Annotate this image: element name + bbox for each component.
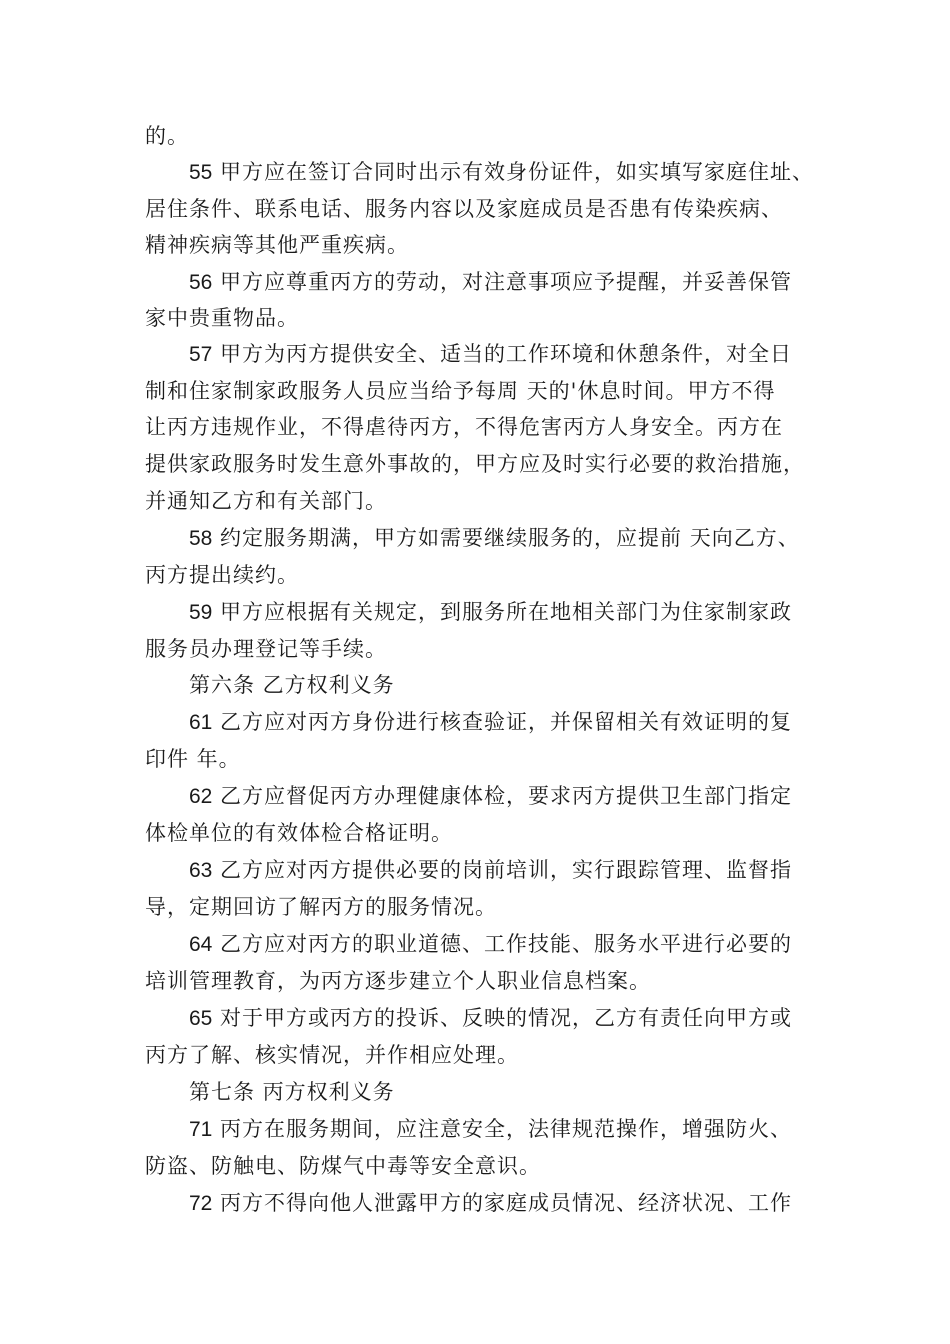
text-line: 培训管理教育，为丙方逐步建立个人职业信息档案。 (145, 969, 651, 993)
clause-number: 61 (189, 711, 213, 734)
text-line: 丙方了解、核实情况，并作相应处理。 (145, 1043, 519, 1067)
paragraph-first-line: 63 乙方应对丙方提供必要的岗前培训，实行跟踪管理、监督指 (189, 858, 793, 882)
paragraph-first-line: 65 对于甲方或丙方的投诉、反映的情况，乙方有责任向甲方或 (189, 1006, 793, 1030)
text-line: 导，定期回访了解丙方的服务情况。 (145, 895, 497, 919)
clause-number: 55 (189, 161, 213, 184)
text-line: 提供家政服务时发生意外事故的，甲方应及时实行必要的救治措施， (145, 452, 805, 476)
paragraph-first-line: 59 甲方应根据有关规定，到服务所在地相关部门为住家制家政 (189, 600, 793, 624)
text-line: 印件 年。 (145, 747, 241, 771)
text-line: 精神疾病等其他严重疾病。 (145, 233, 409, 257)
text-line: 制和住家制家政服务人员应当给予每周 天的'休息时间。甲方不得 (145, 379, 776, 403)
paragraph-first-line: 72 丙方不得向他人泄露甲方的家庭成员情况、经济状况、工作 (189, 1191, 793, 1215)
text-line: 并通知乙方和有关部门。 (145, 489, 387, 513)
text-line: 的。 (145, 124, 189, 148)
clause-number: 58 (189, 527, 213, 550)
clause-number: 62 (189, 785, 213, 808)
clause-number: 71 (189, 1118, 213, 1141)
clause-number: 59 (189, 601, 213, 624)
paragraph-first-line: 58 约定服务期满，甲方如需要继续服务的，应提前 天向乙方、 (189, 526, 800, 550)
paragraph-first-line: 64 乙方应对丙方的职业道德、工作技能、服务水平进行必要的 (189, 932, 793, 956)
paragraph-first-line: 57 甲方为丙方提供安全、适当的工作环境和休憩条件，对全日 (189, 342, 793, 366)
clause-number: 72 (189, 1192, 213, 1215)
text-line: 体检单位的有效体检合格证明。 (145, 821, 453, 845)
text-line: 防盗、防触电、防煤气中毒等安全意识。 (145, 1154, 541, 1178)
text-line: 服务员办理登记等手续。 (145, 637, 387, 661)
paragraph-first-line: 62 乙方应督促丙方办理健康体检，要求丙方提供卫生部门指定 (189, 784, 793, 808)
text-line: 让丙方违规作业，不得虐待丙方，不得危害丙方人身安全。丙方在 (145, 415, 783, 439)
clause-number: 57 (189, 343, 213, 366)
paragraph-first-line: 71 丙方在服务期间，应注意安全，法律规范操作，增强防火、 (189, 1117, 793, 1141)
paragraph-first-line: 56 甲方应尊重丙方的劳动，对注意事项应予提醒，并妥善保管 (189, 270, 793, 294)
clause-number: 64 (189, 933, 213, 956)
clause-number: 56 (189, 271, 213, 294)
text-line: 家中贵重物品。 (145, 306, 299, 330)
clause-number: 63 (189, 859, 213, 882)
text-line: 居住条件、联系电话、服务内容以及家庭成员是否患有传染疾病、 (145, 197, 783, 221)
paragraph-first-line: 61 乙方应对丙方身份进行核查验证，并保留相关有效证明的复 (189, 710, 793, 734)
section-heading: 第六条 乙方权利义务 (189, 673, 395, 697)
section-heading: 第七条 丙方权利义务 (189, 1080, 395, 1104)
clause-number: 65 (189, 1007, 213, 1030)
paragraph-first-line: 55 甲方应在签订合同时出示有效身份证件，如实填写家庭住址、 (189, 160, 815, 184)
text-line: 丙方提出续约。 (145, 563, 299, 587)
